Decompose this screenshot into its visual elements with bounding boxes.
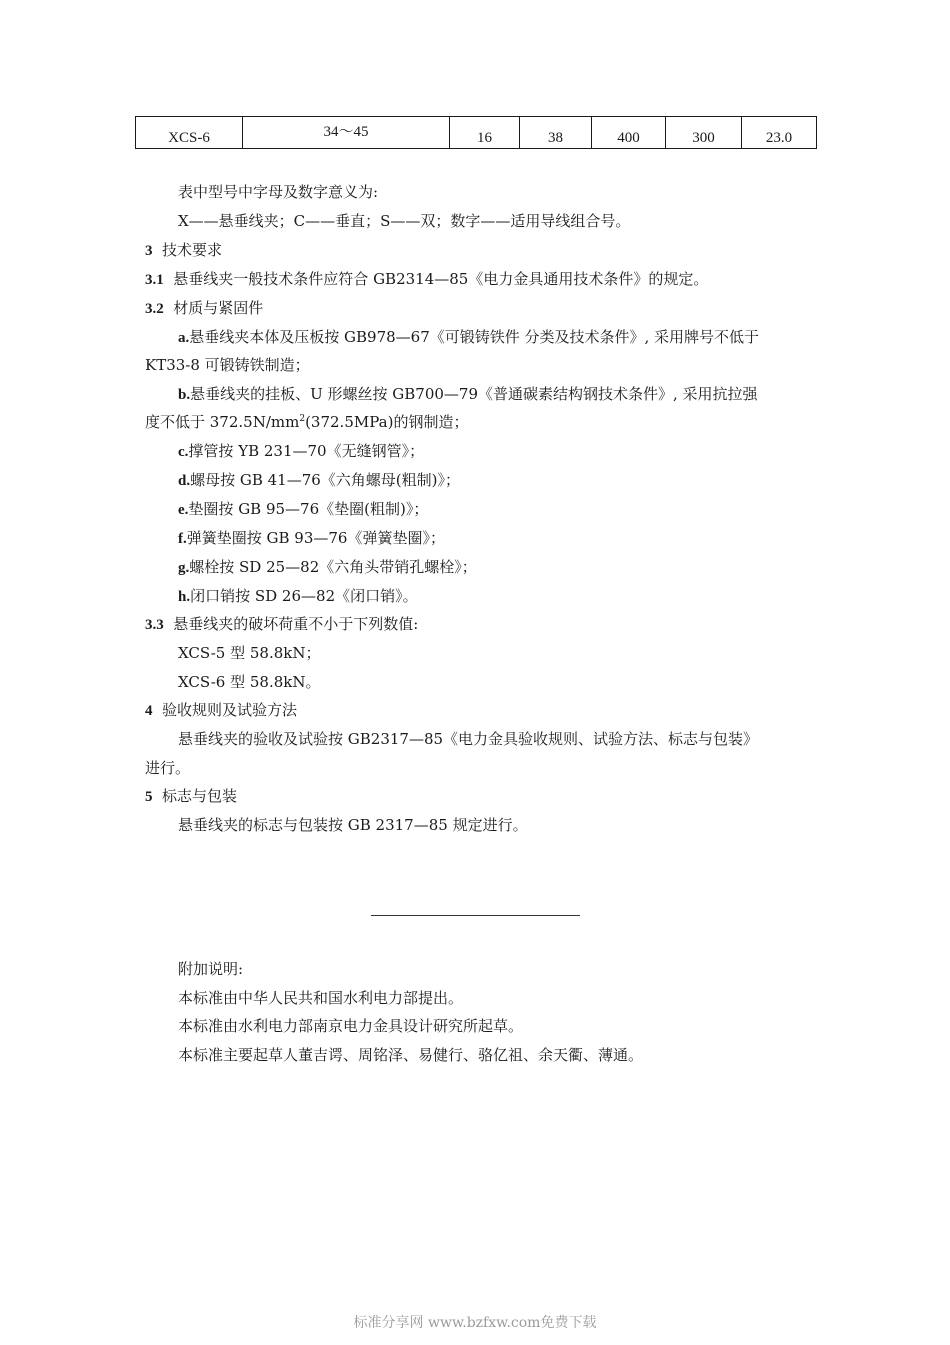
table-cell: 23.0 bbox=[742, 117, 817, 149]
table-cell: 300 bbox=[666, 117, 742, 149]
section-number: 3.3 bbox=[145, 617, 164, 633]
item-a-continued: KT33-8 可锻铸铁制造； bbox=[145, 356, 310, 374]
item-text: (372.5MPa)的钢制造； bbox=[305, 413, 469, 431]
item-label: d. bbox=[178, 473, 191, 489]
section-number: 4 bbox=[145, 703, 153, 719]
item-f bbox=[178, 527, 445, 550]
section-title: 材质与紧固件 bbox=[173, 299, 264, 317]
item-label: a. bbox=[178, 330, 190, 346]
item-label: c. bbox=[178, 444, 189, 460]
section-number: 3 bbox=[145, 243, 153, 259]
conductor-range-cell: 34～45 bbox=[243, 117, 450, 149]
item-b bbox=[178, 383, 758, 406]
section-number: 3.1 bbox=[145, 272, 164, 288]
load-xcs6: XCS-6 型 58.8kN。 bbox=[178, 673, 321, 691]
section-5-heading bbox=[145, 785, 237, 808]
section-3-1 bbox=[145, 268, 708, 291]
item-label: f. bbox=[178, 531, 187, 547]
table-cell: 16 bbox=[450, 117, 520, 149]
item-text: 悬垂线夹的挂板、U 形螺丝按 GB700—79《普通碳素结构钢技术条件》, 采用抗拉强 bbox=[190, 385, 758, 403]
section-text: 悬垂线夹一般技术条件应符合 GB2314—85《电力金具通用技术条件》的规定。 bbox=[173, 270, 709, 288]
load-xcs5: XCS-5 型 58.8kN； bbox=[178, 644, 321, 662]
item-text: 度不低于 372.5N/mm bbox=[145, 413, 300, 431]
item-b-continued bbox=[145, 411, 468, 433]
section-4-heading bbox=[145, 699, 297, 722]
item-text: 垫圈按 GB 95—76《垫圈(粗制)》； bbox=[188, 500, 429, 518]
item-text: 悬垂线夹本体及压板按 GB978—67《可锻铸铁件 分类及技术条件》, 采用牌号不低于 bbox=[189, 328, 760, 346]
section-4-text: 悬垂线夹的验收及试验按 GB2317—85《电力金具验收规则、试验方法、标志与包装》 bbox=[178, 730, 759, 748]
notes-line: 本标准由水利电力部南京电力金具设计研究所起草。 bbox=[178, 1017, 524, 1035]
table-cell: 38 bbox=[520, 117, 592, 149]
watermark-footer: 标准分享网 www.bzfxw.com免费下载 bbox=[353, 1315, 597, 1331]
section-3-2 bbox=[145, 297, 263, 320]
item-text: 撑管按 YB 231—70《无缝钢管》； bbox=[188, 442, 425, 460]
item-a bbox=[178, 326, 759, 349]
item-c bbox=[178, 440, 424, 463]
section-number: 3.2 bbox=[145, 301, 164, 317]
superscript: 2 bbox=[299, 414, 306, 424]
section-3-3 bbox=[145, 613, 418, 636]
item-label: h. bbox=[178, 589, 191, 605]
item-label: g. bbox=[178, 560, 190, 576]
item-h bbox=[178, 585, 418, 608]
divider bbox=[371, 915, 580, 916]
notes-line: 本标准由中华人民共和国水利电力部提出。 bbox=[178, 989, 464, 1007]
model-cell: XCS-6 bbox=[136, 117, 243, 149]
section-text: 悬垂线夹的破坏荷重不小于下列数值: bbox=[173, 615, 419, 633]
legend-intro: 表中型号中字母及数字意义为: bbox=[178, 183, 379, 201]
section-number: 5 bbox=[145, 789, 153, 805]
section-title: 技术要求 bbox=[162, 241, 223, 259]
table-cell: 400 bbox=[592, 117, 666, 149]
section-title: 验收规则及试验方法 bbox=[162, 701, 298, 719]
spec-table bbox=[135, 116, 817, 149]
section-4-text-continued: 进行。 bbox=[145, 759, 191, 777]
item-text: 闭口销按 SD 26—82《闭口销》。 bbox=[190, 587, 418, 605]
section-title: 标志与包装 bbox=[162, 787, 238, 805]
section-3-heading bbox=[145, 239, 222, 262]
section-5-text: 悬垂线夹的标志与包装按 GB 2317—85 规定进行。 bbox=[178, 816, 528, 834]
item-e bbox=[178, 498, 428, 521]
item-d bbox=[178, 469, 460, 492]
item-g bbox=[178, 556, 477, 579]
item-label: b. bbox=[178, 387, 191, 403]
notes-line: 本标准主要起草人董吉谔、周铭泽、易健行、骆亿祖、余天衢、薄通。 bbox=[178, 1046, 644, 1064]
item-text: 螺栓按 SD 25—82《六角头带销孔螺栓》； bbox=[189, 558, 477, 576]
legend-meaning: X——悬垂线夹；C——垂直；S——双；数字——适用导线组合号。 bbox=[178, 212, 631, 230]
table-row bbox=[136, 117, 817, 149]
item-text: 螺母按 GB 41—76《六角螺母(粗制)》； bbox=[190, 471, 461, 489]
item-label: e. bbox=[178, 502, 189, 518]
item-text: 弹簧垫圈按 GB 93—76《弹簧垫圈》； bbox=[186, 529, 445, 547]
notes-heading: 附加说明: bbox=[178, 960, 244, 978]
